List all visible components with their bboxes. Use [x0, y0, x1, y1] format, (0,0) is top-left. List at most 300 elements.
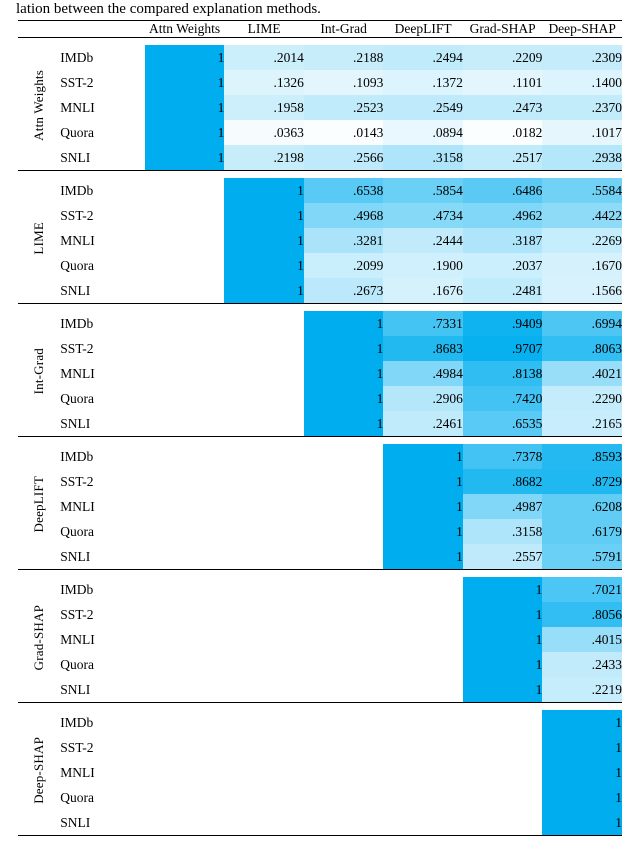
correlation-cell: .3281	[304, 228, 384, 253]
empty-cell	[224, 652, 304, 677]
correlation-cell: .1958	[224, 95, 304, 120]
group-separator	[18, 304, 622, 312]
table-row	[18, 411, 622, 437]
row-label: SNLI	[60, 278, 145, 304]
correlation-cell: 1	[224, 228, 304, 253]
correlation-cell: .8593	[542, 444, 622, 469]
table-row	[18, 145, 622, 171]
separator-cell	[18, 171, 60, 179]
empty-cell	[224, 544, 304, 570]
empty-cell	[145, 652, 225, 677]
row-label: SST-2	[60, 203, 145, 228]
correlation-cell: .3158	[383, 145, 463, 171]
correlation-cell: .0894	[383, 120, 463, 145]
separator-cell	[60, 836, 145, 843]
separator-cell	[304, 836, 384, 843]
empty-cell	[224, 710, 304, 735]
correlation-cell: .2198	[224, 145, 304, 171]
group-label	[18, 577, 60, 703]
correlation-cell: .2938	[542, 145, 622, 171]
table-row	[18, 311, 622, 336]
group-label-text: Grad-SHAP	[31, 605, 47, 670]
correlation-cell: 1	[224, 278, 304, 304]
empty-cell	[463, 810, 543, 836]
row-label: Quora	[60, 652, 145, 677]
correlation-cell: .4984	[383, 361, 463, 386]
correlation-cell: .1017	[542, 120, 622, 145]
separator-cell	[304, 38, 384, 46]
empty-cell	[145, 494, 225, 519]
empty-cell	[145, 677, 225, 703]
correlation-cell: .9409	[463, 311, 543, 336]
correlation-cell: .2188	[304, 45, 384, 70]
group-label	[18, 45, 60, 171]
empty-cell	[304, 577, 384, 602]
separator-cell	[145, 437, 225, 445]
correlation-cell: .4734	[383, 203, 463, 228]
separator-cell	[224, 304, 304, 312]
empty-cell	[383, 785, 463, 810]
correlation-cell: .7378	[463, 444, 543, 469]
table-row	[18, 444, 622, 469]
correlation-cell: .2209	[463, 45, 543, 70]
row-label: SNLI	[60, 411, 145, 437]
empty-cell	[304, 519, 384, 544]
empty-cell	[224, 444, 304, 469]
correlation-cell: .2481	[463, 278, 543, 304]
separator-cell	[463, 304, 543, 312]
correlation-cell: .2517	[463, 145, 543, 171]
column-header: Deep-SHAP	[542, 21, 622, 38]
correlation-cell: 1	[463, 602, 543, 627]
correlation-cell: .1093	[304, 70, 384, 95]
correlation-cell: .2549	[383, 95, 463, 120]
separator-cell	[224, 570, 304, 578]
empty-cell	[145, 203, 225, 228]
empty-cell	[304, 710, 384, 735]
row-label: Quora	[60, 785, 145, 810]
header-corner-group	[18, 21, 60, 38]
empty-cell	[145, 411, 225, 437]
correlation-cell: .7420	[463, 386, 543, 411]
empty-cell	[463, 710, 543, 735]
empty-cell	[145, 810, 225, 836]
correlation-cell: 1	[383, 519, 463, 544]
correlation-cell: .5854	[383, 178, 463, 203]
table-row	[18, 810, 622, 836]
table-row	[18, 652, 622, 677]
separator-cell	[18, 38, 60, 46]
separator-cell	[383, 304, 463, 312]
separator-cell	[304, 703, 384, 711]
row-label: Quora	[60, 253, 145, 278]
correlation-cell: .1900	[383, 253, 463, 278]
separator-cell	[383, 171, 463, 179]
empty-cell	[145, 178, 225, 203]
correlation-cell: 1	[145, 95, 225, 120]
correlation-cell: .8729	[542, 469, 622, 494]
separator-cell	[463, 38, 543, 46]
correlation-cell: 1	[304, 311, 384, 336]
correlation-cell: .5584	[542, 178, 622, 203]
correlation-cell: .8063	[542, 336, 622, 361]
table-row	[18, 577, 622, 602]
table-row	[18, 627, 622, 652]
separator-cell	[60, 437, 145, 445]
column-header: DeepLIFT	[383, 21, 463, 38]
row-label: MNLI	[60, 95, 145, 120]
separator-cell	[463, 437, 543, 445]
separator-cell	[542, 703, 622, 711]
empty-cell	[224, 577, 304, 602]
empty-cell	[224, 361, 304, 386]
column-header: Int-Grad	[304, 21, 384, 38]
correlation-cell: .4987	[463, 494, 543, 519]
correlation-cell: 1	[463, 677, 543, 703]
row-label: Quora	[60, 386, 145, 411]
correlation-cell: 1	[542, 760, 622, 785]
table-row	[18, 70, 622, 95]
correlation-cell: .2473	[463, 95, 543, 120]
empty-cell	[304, 652, 384, 677]
correlation-cell: .2370	[542, 95, 622, 120]
group-separator	[18, 703, 622, 711]
table-row	[18, 677, 622, 703]
empty-cell	[463, 760, 543, 785]
separator-cell	[304, 570, 384, 578]
table-bottom-rule	[18, 836, 622, 843]
row-label: SNLI	[60, 544, 145, 570]
table-row	[18, 386, 622, 411]
empty-cell	[463, 785, 543, 810]
row-label: SST-2	[60, 469, 145, 494]
group-label-text: Deep-SHAP	[31, 737, 47, 804]
correlation-cell: .2494	[383, 45, 463, 70]
empty-cell	[145, 444, 225, 469]
empty-cell	[304, 810, 384, 836]
row-label: SST-2	[60, 602, 145, 627]
table-row	[18, 228, 622, 253]
row-label: SNLI	[60, 810, 145, 836]
separator-cell	[145, 171, 225, 179]
separator-cell	[224, 38, 304, 46]
separator-cell	[224, 171, 304, 179]
group-label-text: Attn Weights	[31, 70, 47, 141]
table-row	[18, 710, 622, 735]
table-row	[18, 760, 622, 785]
row-label: MNLI	[60, 627, 145, 652]
row-label: SST-2	[60, 735, 145, 760]
column-header: Grad-SHAP	[463, 21, 543, 38]
correlation-cell: .4015	[542, 627, 622, 652]
table-row	[18, 203, 622, 228]
row-label: MNLI	[60, 228, 145, 253]
separator-cell	[304, 437, 384, 445]
empty-cell	[224, 810, 304, 836]
separator-cell	[463, 171, 543, 179]
table-header-row	[18, 21, 622, 38]
table-row	[18, 95, 622, 120]
correlation-cell: .2037	[463, 253, 543, 278]
correlation-cell: .2523	[304, 95, 384, 120]
separator-cell	[542, 171, 622, 179]
empty-cell	[304, 469, 384, 494]
empty-cell	[224, 760, 304, 785]
table-row	[18, 253, 622, 278]
separator-cell	[542, 836, 622, 843]
table-row	[18, 178, 622, 203]
separator-cell	[463, 703, 543, 711]
separator-cell	[18, 836, 60, 843]
row-label: IMDb	[60, 178, 145, 203]
row-label: SNLI	[60, 145, 145, 171]
group-separator	[18, 437, 622, 445]
row-label: MNLI	[60, 760, 145, 785]
table-row	[18, 544, 622, 570]
empty-cell	[383, 577, 463, 602]
correlation-cell: .1400	[542, 70, 622, 95]
table-row	[18, 278, 622, 304]
group-label	[18, 311, 60, 437]
empty-cell	[304, 544, 384, 570]
empty-cell	[304, 760, 384, 785]
separator-cell	[145, 304, 225, 312]
empty-cell	[383, 760, 463, 785]
empty-cell	[224, 469, 304, 494]
correlation-cell: 1	[304, 361, 384, 386]
correlation-cell: 1	[145, 70, 225, 95]
table-row	[18, 469, 622, 494]
group-label-text: Int-Grad	[31, 348, 47, 394]
separator-cell	[542, 304, 622, 312]
table-row	[18, 519, 622, 544]
row-label: Quora	[60, 120, 145, 145]
row-label: MNLI	[60, 494, 145, 519]
table-row	[18, 602, 622, 627]
separator-cell	[18, 570, 60, 578]
group-label-text: LIME	[31, 222, 47, 255]
correlation-cell: 1	[383, 494, 463, 519]
separator-cell	[60, 304, 145, 312]
correlation-cell: .8682	[463, 469, 543, 494]
correlation-cell: 1	[224, 203, 304, 228]
empty-cell	[304, 627, 384, 652]
correlation-cell: .9707	[463, 336, 543, 361]
empty-cell	[145, 386, 225, 411]
row-label: SNLI	[60, 677, 145, 703]
correlation-cell: .1670	[542, 253, 622, 278]
correlation-cell: .4962	[463, 203, 543, 228]
empty-cell	[304, 677, 384, 703]
empty-cell	[145, 602, 225, 627]
row-label: MNLI	[60, 361, 145, 386]
empty-cell	[145, 627, 225, 652]
separator-cell	[383, 437, 463, 445]
correlation-cell: .4021	[542, 361, 622, 386]
correlation-cell: .2673	[304, 278, 384, 304]
correlation-cell: .2165	[542, 411, 622, 437]
separator-cell	[145, 703, 225, 711]
correlation-cell: 1	[304, 411, 384, 437]
empty-cell	[304, 602, 384, 627]
empty-cell	[145, 544, 225, 570]
separator-cell	[383, 38, 463, 46]
correlation-cell: .3187	[463, 228, 543, 253]
empty-cell	[224, 677, 304, 703]
group-separator	[18, 38, 622, 46]
empty-cell	[224, 494, 304, 519]
correlation-cell: .0363	[224, 120, 304, 145]
correlation-cell: 1	[542, 735, 622, 760]
correlation-cell: .6486	[463, 178, 543, 203]
correlation-cell: .2461	[383, 411, 463, 437]
separator-cell	[145, 38, 225, 46]
correlation-cell: .2269	[542, 228, 622, 253]
correlation-cell: .2014	[224, 45, 304, 70]
separator-cell	[18, 304, 60, 312]
row-label: IMDb	[60, 45, 145, 70]
separator-cell	[18, 703, 60, 711]
correlation-table	[18, 20, 622, 843]
table-row	[18, 120, 622, 145]
empty-cell	[145, 336, 225, 361]
separator-cell	[60, 38, 145, 46]
correlation-cell: .0182	[463, 120, 543, 145]
group-label	[18, 710, 60, 836]
correlation-cell: .1326	[224, 70, 304, 95]
empty-cell	[304, 494, 384, 519]
correlation-cell: .2906	[383, 386, 463, 411]
row-label: IMDb	[60, 710, 145, 735]
empty-cell	[145, 311, 225, 336]
correlation-cell: 1	[145, 120, 225, 145]
empty-cell	[145, 785, 225, 810]
separator-cell	[18, 437, 60, 445]
correlation-cell: 1	[463, 652, 543, 677]
correlation-cell: .2557	[463, 544, 543, 570]
empty-cell	[224, 386, 304, 411]
separator-cell	[542, 570, 622, 578]
empty-cell	[383, 602, 463, 627]
correlation-cell: 1	[542, 785, 622, 810]
correlation-cell: 1	[304, 386, 384, 411]
table-row	[18, 785, 622, 810]
empty-cell	[145, 710, 225, 735]
table-body	[18, 21, 622, 843]
separator-cell	[542, 38, 622, 46]
correlation-cell: .1101	[463, 70, 543, 95]
empty-cell	[383, 627, 463, 652]
separator-cell	[304, 304, 384, 312]
correlation-cell: .1676	[383, 278, 463, 304]
correlation-cell: 1	[383, 469, 463, 494]
empty-cell	[224, 311, 304, 336]
separator-cell	[60, 570, 145, 578]
separator-cell	[383, 836, 463, 843]
row-label: IMDb	[60, 444, 145, 469]
group-separator	[18, 570, 622, 578]
separator-cell	[383, 703, 463, 711]
correlation-cell: .2290	[542, 386, 622, 411]
correlation-cell: 1	[542, 810, 622, 836]
row-label: IMDb	[60, 577, 145, 602]
empty-cell	[383, 677, 463, 703]
column-header: LIME	[224, 21, 304, 38]
correlation-cell: 1	[463, 627, 543, 652]
caption-text: lation between the compared explanation methods.	[16, 0, 626, 18]
correlation-cell: .2219	[542, 677, 622, 703]
empty-cell	[224, 411, 304, 437]
correlation-cell: .5791	[542, 544, 622, 570]
correlation-cell: .1566	[542, 278, 622, 304]
separator-cell	[145, 570, 225, 578]
row-label: SST-2	[60, 336, 145, 361]
table-row	[18, 494, 622, 519]
correlation-cell: 1	[145, 145, 225, 171]
empty-cell	[304, 785, 384, 810]
correlation-cell: 1	[383, 444, 463, 469]
correlation-cell: 1	[463, 577, 543, 602]
separator-cell	[224, 703, 304, 711]
separator-cell	[60, 171, 145, 179]
correlation-cell: 1	[304, 336, 384, 361]
correlation-cell: .6179	[542, 519, 622, 544]
empty-cell	[383, 810, 463, 836]
column-header: Attn Weights	[145, 21, 225, 38]
correlation-cell: .7021	[542, 577, 622, 602]
empty-cell	[224, 519, 304, 544]
empty-cell	[145, 469, 225, 494]
empty-cell	[224, 627, 304, 652]
correlation-cell: .2444	[383, 228, 463, 253]
header-corner-dataset	[60, 21, 145, 38]
group-label	[18, 444, 60, 570]
table-row	[18, 361, 622, 386]
group-separator	[18, 171, 622, 179]
correlation-cell: .6535	[463, 411, 543, 437]
table-row	[18, 45, 622, 70]
group-label	[18, 178, 60, 304]
correlation-cell: .0143	[304, 120, 384, 145]
row-label: SST-2	[60, 70, 145, 95]
correlation-cell: .4422	[542, 203, 622, 228]
correlation-cell: .8056	[542, 602, 622, 627]
separator-cell	[383, 570, 463, 578]
correlation-cell: .7331	[383, 311, 463, 336]
correlation-cell: .2433	[542, 652, 622, 677]
correlation-cell: .8683	[383, 336, 463, 361]
empty-cell	[145, 228, 225, 253]
empty-cell	[224, 602, 304, 627]
correlation-cell: .6538	[304, 178, 384, 203]
empty-cell	[145, 760, 225, 785]
correlation-cell: .2566	[304, 145, 384, 171]
empty-cell	[145, 577, 225, 602]
correlation-cell: .6994	[542, 311, 622, 336]
correlation-cell: 1	[224, 178, 304, 203]
correlation-cell: .6208	[542, 494, 622, 519]
correlation-cell: 1	[145, 45, 225, 70]
separator-cell	[463, 836, 543, 843]
correlation-cell: .4968	[304, 203, 384, 228]
empty-cell	[224, 785, 304, 810]
correlation-cell: 1	[383, 544, 463, 570]
separator-cell	[60, 703, 145, 711]
empty-cell	[145, 361, 225, 386]
empty-cell	[304, 444, 384, 469]
empty-cell	[224, 336, 304, 361]
correlation-cell: .3158	[463, 519, 543, 544]
